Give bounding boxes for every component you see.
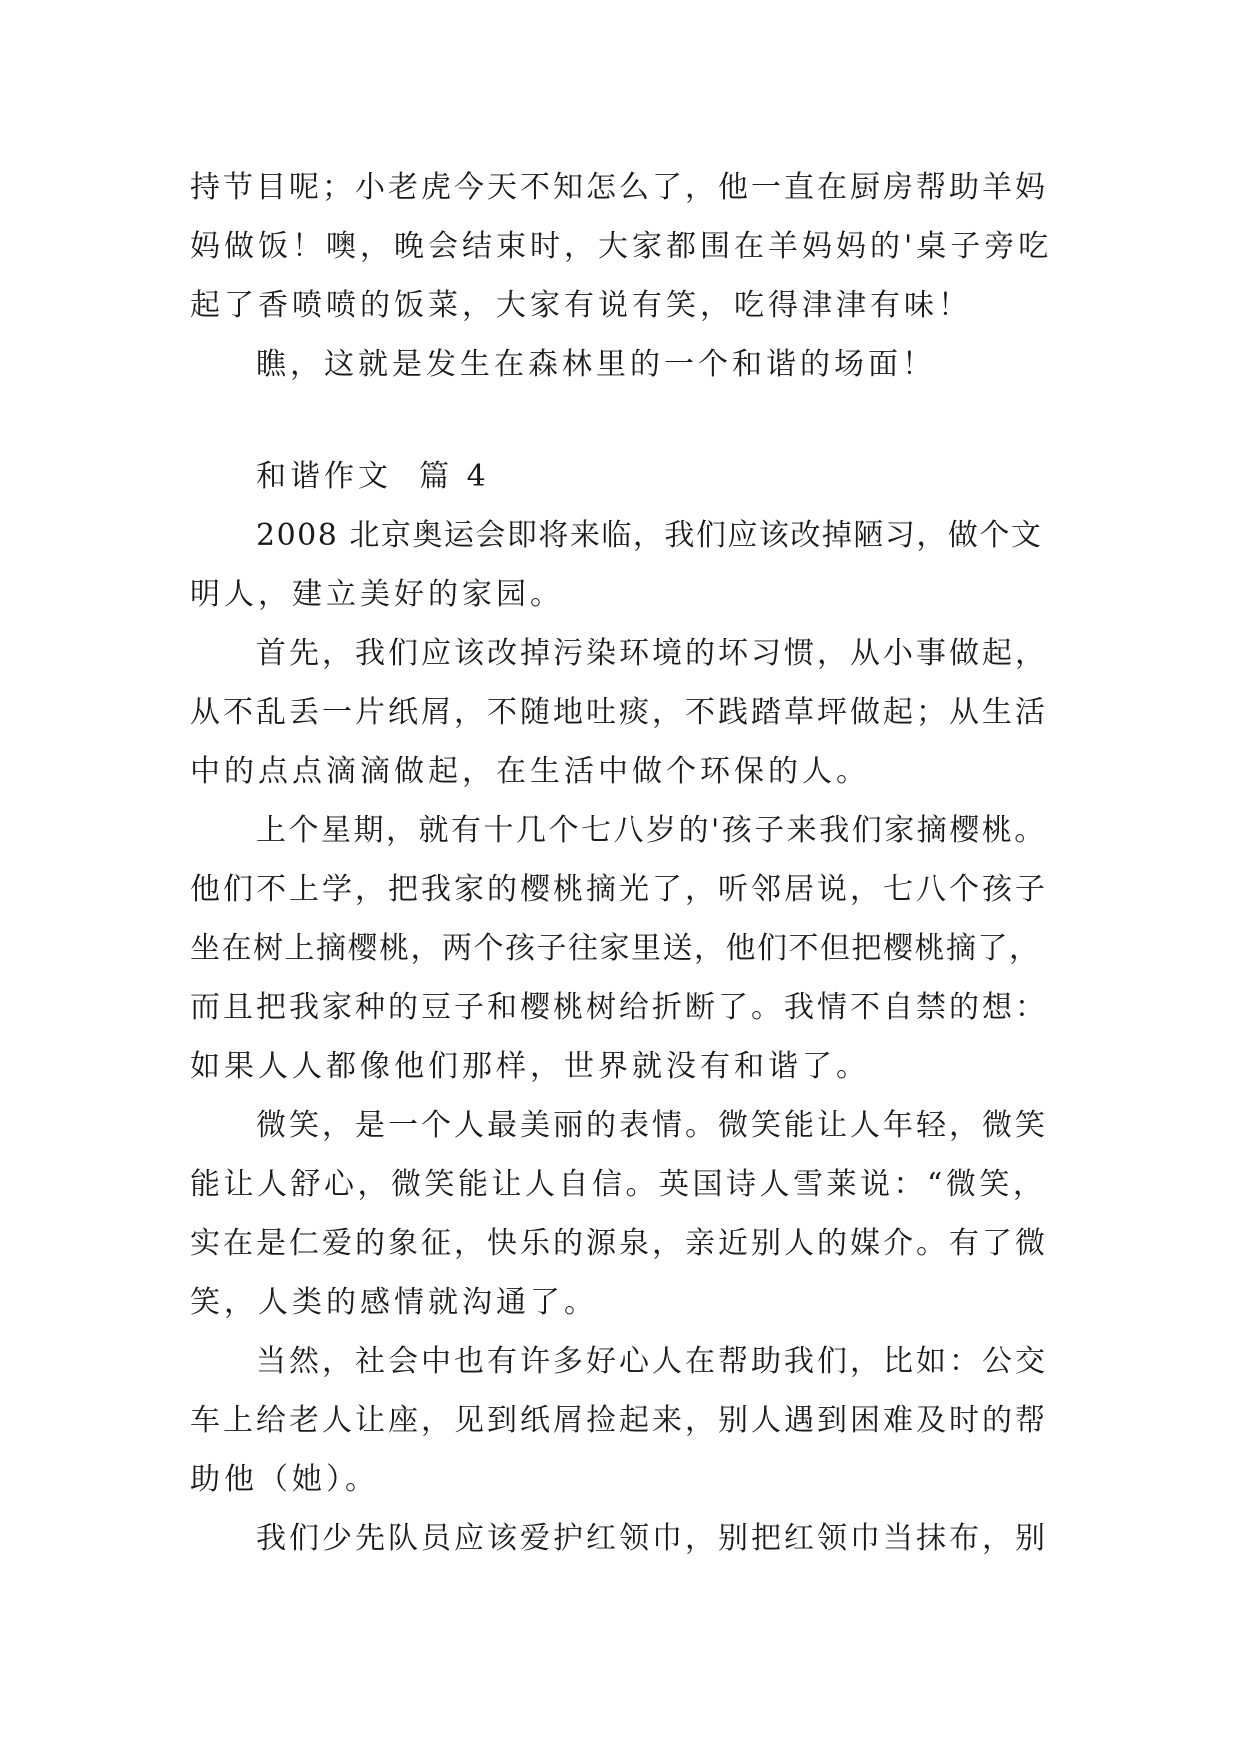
text-line: 当然，社会中也有许多好心人在帮助我们，比如：公交 xyxy=(256,1344,1048,1379)
text-line: 我们少先队员应该爱护红领巾，别把红领巾当抹布，别 xyxy=(256,1521,1048,1556)
section-heading: 和谐作文 篇 4 xyxy=(256,459,490,494)
text-line: 上个星期，就有十几个七八岁的'孩子来我们家摘樱桃。 xyxy=(256,813,1047,848)
text-line: 中的点点滴滴做起，在生活中做个环保的人。 xyxy=(190,754,870,789)
text-line: 如果人人都像他们那样，世界就没有和谐了。 xyxy=(190,1049,870,1084)
text-line: 妈做饭！噢，晚会结束时，大家都围在羊妈妈的'桌子旁吃 xyxy=(190,229,1053,264)
text-line: 2008 北京奥运会即将来临，我们应该改掉陋习，做个文 xyxy=(256,518,1043,553)
text-line: 坐在树上摘樱桃，两个孩子往家里送，他们不但把樱桃摘了， xyxy=(190,931,1041,966)
text-line: 助他（她）。 xyxy=(190,1462,379,1497)
text-line: 从不乱丢一片纸屑，不随地吐痰，不践踏草坪做起；从生活 xyxy=(190,695,1048,730)
text-line: 明人，建立美好的家园。 xyxy=(190,577,564,612)
text-line: 微笑，是一个人最美丽的表情。微笑能让人年轻，微笑 xyxy=(256,1108,1048,1143)
text-line: 实在是仁爱的象征，快乐的源泉，亲近别人的媒介。有了微 xyxy=(190,1226,1048,1261)
text-line: 能让人舒心，微笑能让人自信。英国诗人雪莱说：“微笑， xyxy=(190,1167,1047,1202)
text-line: 而且把我家种的豆子和樱桃树给折断了。我情不自禁的想： xyxy=(190,990,1048,1025)
text-line: 持节目呢；小老虎今天不知怎么了，他一直在厨房帮助羊妈 xyxy=(190,170,1048,205)
text-line: 笑，人类的感情就沟通了。 xyxy=(190,1285,598,1320)
text-line: 起了香喷喷的饭菜，大家有说有笑，吃得津津有味！ xyxy=(190,288,972,323)
closing-paragraph: 瞧，这就是发生在森林里的一个和谐的场面！ xyxy=(256,347,936,382)
text-line: 车上给老人让座，见到纸屑捡起来，别人遇到困难及时的帮 xyxy=(190,1403,1048,1438)
text-line: 他们不上学，把我家的樱桃摘光了，听邻居说，七八个孩子 xyxy=(190,872,1048,907)
text-line: 首先，我们应该改掉污染环境的坏习惯，从小事做起， xyxy=(256,636,1048,671)
